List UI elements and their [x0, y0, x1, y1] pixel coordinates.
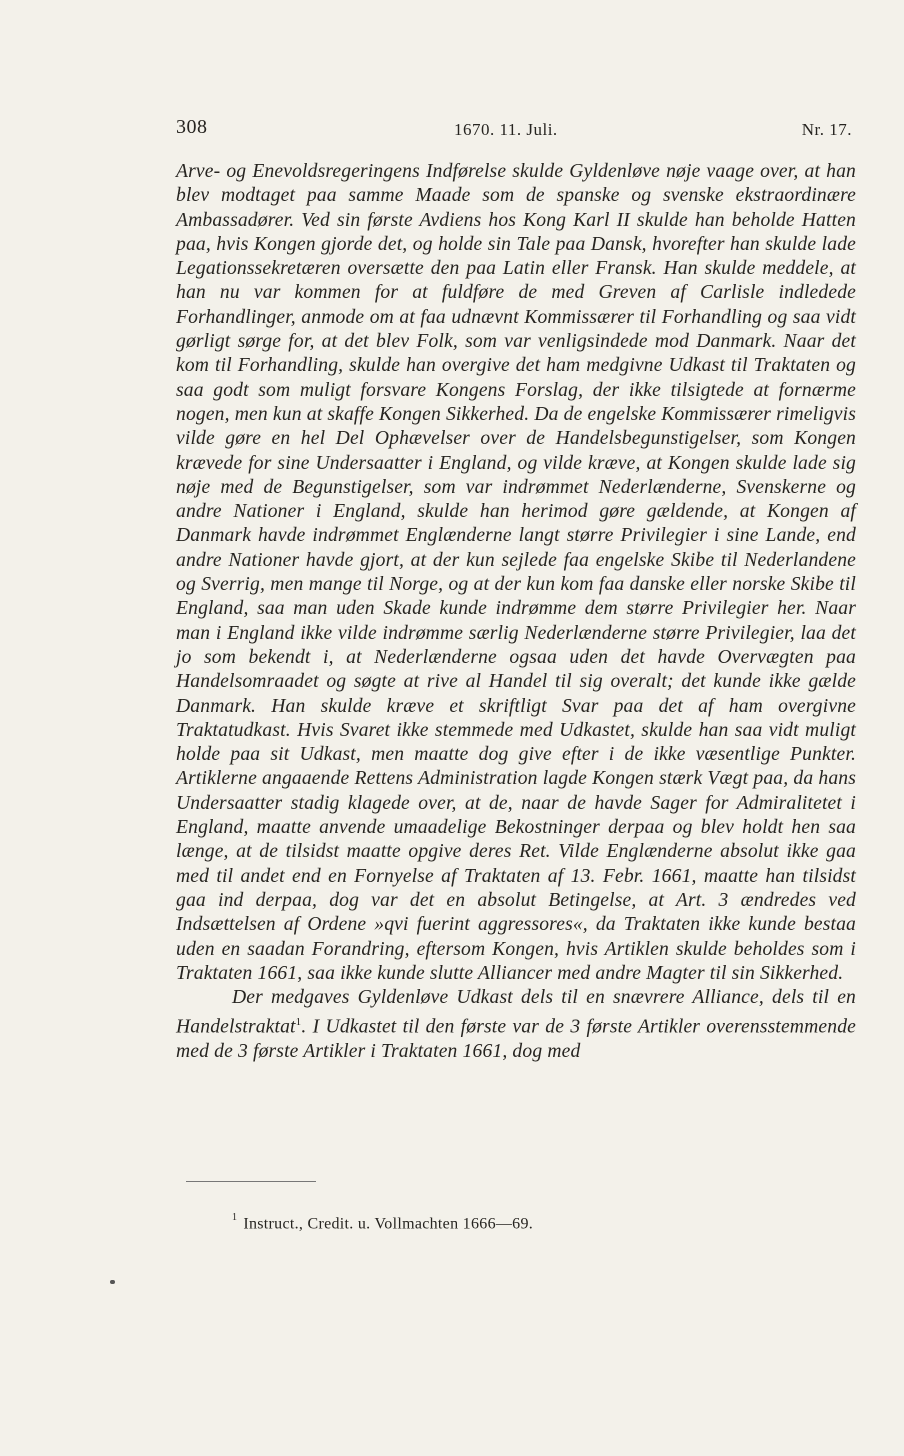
paragraph-text: Der medgaves Gyldenløve Udkast dels til en snævrere Alliance, dels til en Handelstraktat — [176, 987, 856, 1038]
paragraph — [176, 986, 856, 1064]
footnote — [232, 1214, 533, 1233]
running-header — [176, 116, 852, 140]
document-number: Nr. 17. — [801, 120, 852, 139]
ink-speck — [110, 1280, 115, 1284]
footnote-reference: 1 — [295, 1016, 302, 1029]
paragraph-text: . I Udkastet til den første var de 3 første Artikler overensstemmende med de 3 første Artikler i Traktaten 1661, dog med — [176, 1016, 856, 1063]
paragraph: Arve- og Enevoldsregeringens Indførelse skulde Gyldenløve nøje vaage over, at han blev modtaget paa samme Maade som de spanske og svenske ekstraordinære Ambassadører. Ved sin første Avdiens hos Kong Karl II skulde han beholde Hatten paa, hvis Kongen gjorde det, og holde sin Tale paa Dansk, hvorefter han skulde lade Legationssekretæren oversætte den paa Latin eller Fransk. Han skulde meddele, at han nu var kommen for at fuldføre de med Greven af Carlisle indledede Forhandlinger, anmode om at faa udnævnt Kommissærer til Forhandling og saa vidt gørligt sørge for, at det blev Folk, som var venligsindede mod Danmark. Naar det kom til Forhandling, skulde han overgive det ham medgivne Udkast til Traktaten og saa godt som muligt forsvare Kongens Forslag, der ikke tilsigtede at fornærme nogen, men kun at skaffe Kongen Sikkerhed. Da de engelske Kommissærer rimeligvis vilde gøre en hel Del Ophævelser over de Handelsbegunstigelser, som Kongen krævede for sine Undersaatter i England, og vilde kræve, at Kongen skulde lade sig nøje med de Begunstigelser, som var indrømmet Nederlænderne, Svenskerne og andre Nationer i England, skulde han herimod gøre gældende, at Kongen af Danmark havde indrømmet Englænderne langt større Privilegier i sine Lande, end andre Nationer havde gjort, at der kun sejlede faa engelske Skibe til Nederlandene og Sverrig, men mange til Norge, og at der kun kom faa danske eller norske Skibe til England, saa man uden Skade kunde indrømme dem større Privilegier her. Naar man i England ikke vilde indrømme særlig Nederlænderne større Privilegier, laa det jo som bekendt i, at Nederlænderne ogsaa uden det havde Overvægten paa Handelsomraadet og søgte at rive al Handel til sig overalt; det kunde ikke gælde Danmark. Han skulde kræve et skriftligt Svar paa det af ham overgivne Traktatudkast. Hvis Svaret ikke stemmede med Udkastet, skulde han saa vidt muligt holde paa sit Udkast, men maatte dog give efter i de ikke væsentlige Punkter. Artiklerne angaaende Rettens Administration lagde Kongen stærk Vægt paa, da hans Undersaatter stadig klagede over, at de, naar de havde Sager for Admiralitetet i England, maatte anvende umaadelige Bekostninger derpaa og blev holdt hen saa længe, at de tilsidst maatte opgive deres Ret. Vilde Englænderne absolut ikke gaa med til andet end en Fornyelse af Traktaten af 13. Febr. 1661, maatte han tilsidst gaa ind derpaa, dog var det en absolut Betingelse, at Art. 3 ændredes ved Indsættelsen af Ordene »qvi fuerint aggressores«, da Traktaten ikke kunde bestaa uden en saadan Forandring, eftersom Kongen, hvis Artiklen skulde beholdes som i Traktaten 1661, saa ikke kunde slutte Alliancer med andre Magter til sin Sikkerhed. — [176, 161, 856, 984]
footnote-divider — [186, 1181, 316, 1182]
body-text — [176, 160, 856, 1065]
footnote-text: Instruct., Credit. u. Vollmachten 1666—69. — [243, 1215, 534, 1233]
footnote-marker: 1 — [232, 1212, 238, 1223]
header-date: 1670. 11. Juli. — [454, 120, 558, 139]
page-number: 308 — [176, 116, 208, 138]
